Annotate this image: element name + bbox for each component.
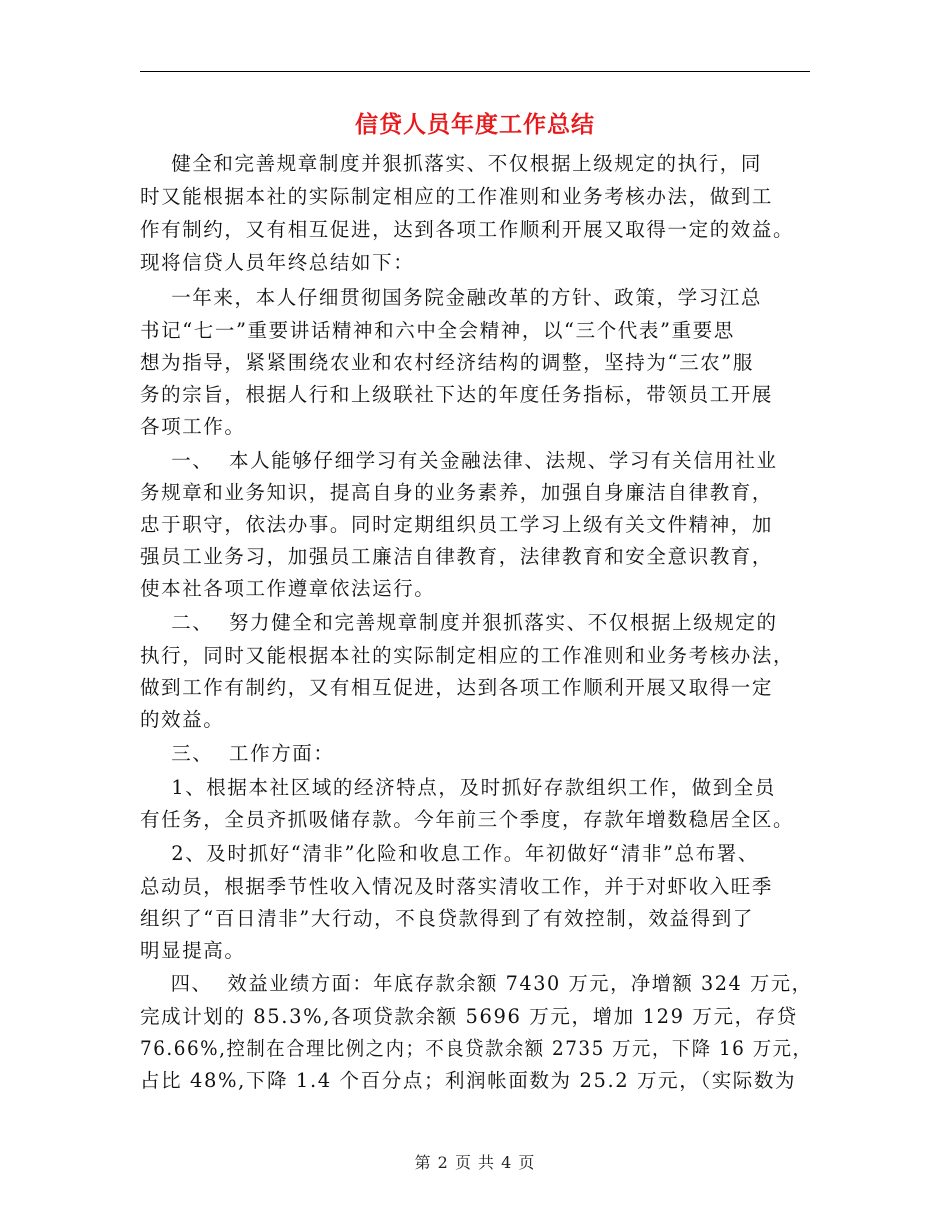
body-line: 忠于职守，依法办事。同时定期组织员工学习上级有关文件精神，加 [140, 513, 774, 536]
body-line: 时又能根据本社的实际制定相应的工作准则和业务考核办法，做到工 [140, 185, 774, 208]
body-line: 二、 努力健全和完善规章制度并狠抓落实、不仅根据上级规定的 [140, 611, 778, 634]
body-line: 四、 效益业绩方面：年底存款余额 7430 万元，净增额 324 万元， [140, 972, 813, 995]
body-line: 完成计划的 85.3%,各项贷款余额 5696 万元，增加 129 万元，存贷 [140, 1005, 798, 1028]
body-line: 务的宗旨，根据人行和上级联社下达的年度任务指标，带领员工开展 [140, 383, 774, 406]
body-line: 务规章和业务知识，提高自身的业务素养，加强自身廉洁自律教育， [140, 481, 774, 504]
body-line: 2、及时抓好“清非”化险和收息工作。年初做好“清非”总布署、 [140, 842, 759, 865]
body-line: 执行，同时又能根据本社的实际制定相应的工作准则和业务考核办法， [140, 644, 795, 667]
body-line: 作有制约，又有相互促进，达到各项工作顺利开展又取得一定的效益。 [140, 218, 795, 241]
body-line: 现将信贷人员年终总结如下： [140, 251, 415, 274]
body-line: 占比 48%,下降 1.4 个百分点；利润帐面数为 25.2 万元，（实际数为 [140, 1069, 797, 1092]
body-line: 做到工作有制约，又有相互促进，达到各项工作顺利开展又取得一定 [140, 676, 774, 699]
body-line: 书记“七一”重要讲话精神和六中全会精神，以“三个代表”重要思 [140, 319, 735, 342]
body-line: 1、根据本社区域的经济特点，及时抓好存款组织工作，做到全员 [140, 776, 777, 799]
body-line: 一年来，本人仔细贯彻国务院金融改革的方针、政策，学习江总 [140, 286, 762, 309]
body-line: 有任务，全员齐抓吸储存款。今年前三个季度，存款年增数稳居全区。 [140, 808, 795, 831]
page-footer: 第 2 页 共 4 页 [414, 1153, 536, 1172]
body-line: 使本社各项工作遵章依法运行。 [140, 577, 436, 600]
body-line: 明显提高。 [140, 939, 246, 962]
body-line: 组织了“百日清非”大行动，不良贷款得到了有效控制，效益得到了 [140, 907, 754, 930]
body-line: 三、 工作方面： [140, 742, 335, 765]
body-line: 76.66%,控制在合理比例之内；不良贷款余额 2735 万元，下降 16 万元， [140, 1037, 813, 1060]
body-line: 一、 本人能够仔细学习有关金融法律、法规、学习有关信用社业 [140, 449, 778, 472]
body-line: 健全和完善规章制度并狠抓落实、不仅根据上级规定的执行，同 [140, 152, 762, 175]
header-rule [140, 71, 810, 72]
document-title: 信贷人员年度工作总结 [355, 111, 595, 138]
body-line: 的效益。 [140, 708, 225, 731]
body-line: 强员工业务习，加强员工廉洁自律教育，法律教育和安全意识教育， [140, 545, 774, 568]
body-line: 总动员，根据季节性收入情况及时落实清收工作，并于对虾收入旺季 [140, 875, 774, 898]
body-line: 各项工作。 [140, 415, 246, 438]
body-line: 想为指导，紧紧围绕农业和农村经济结构的调整，坚持为“三农”服 [140, 351, 754, 374]
